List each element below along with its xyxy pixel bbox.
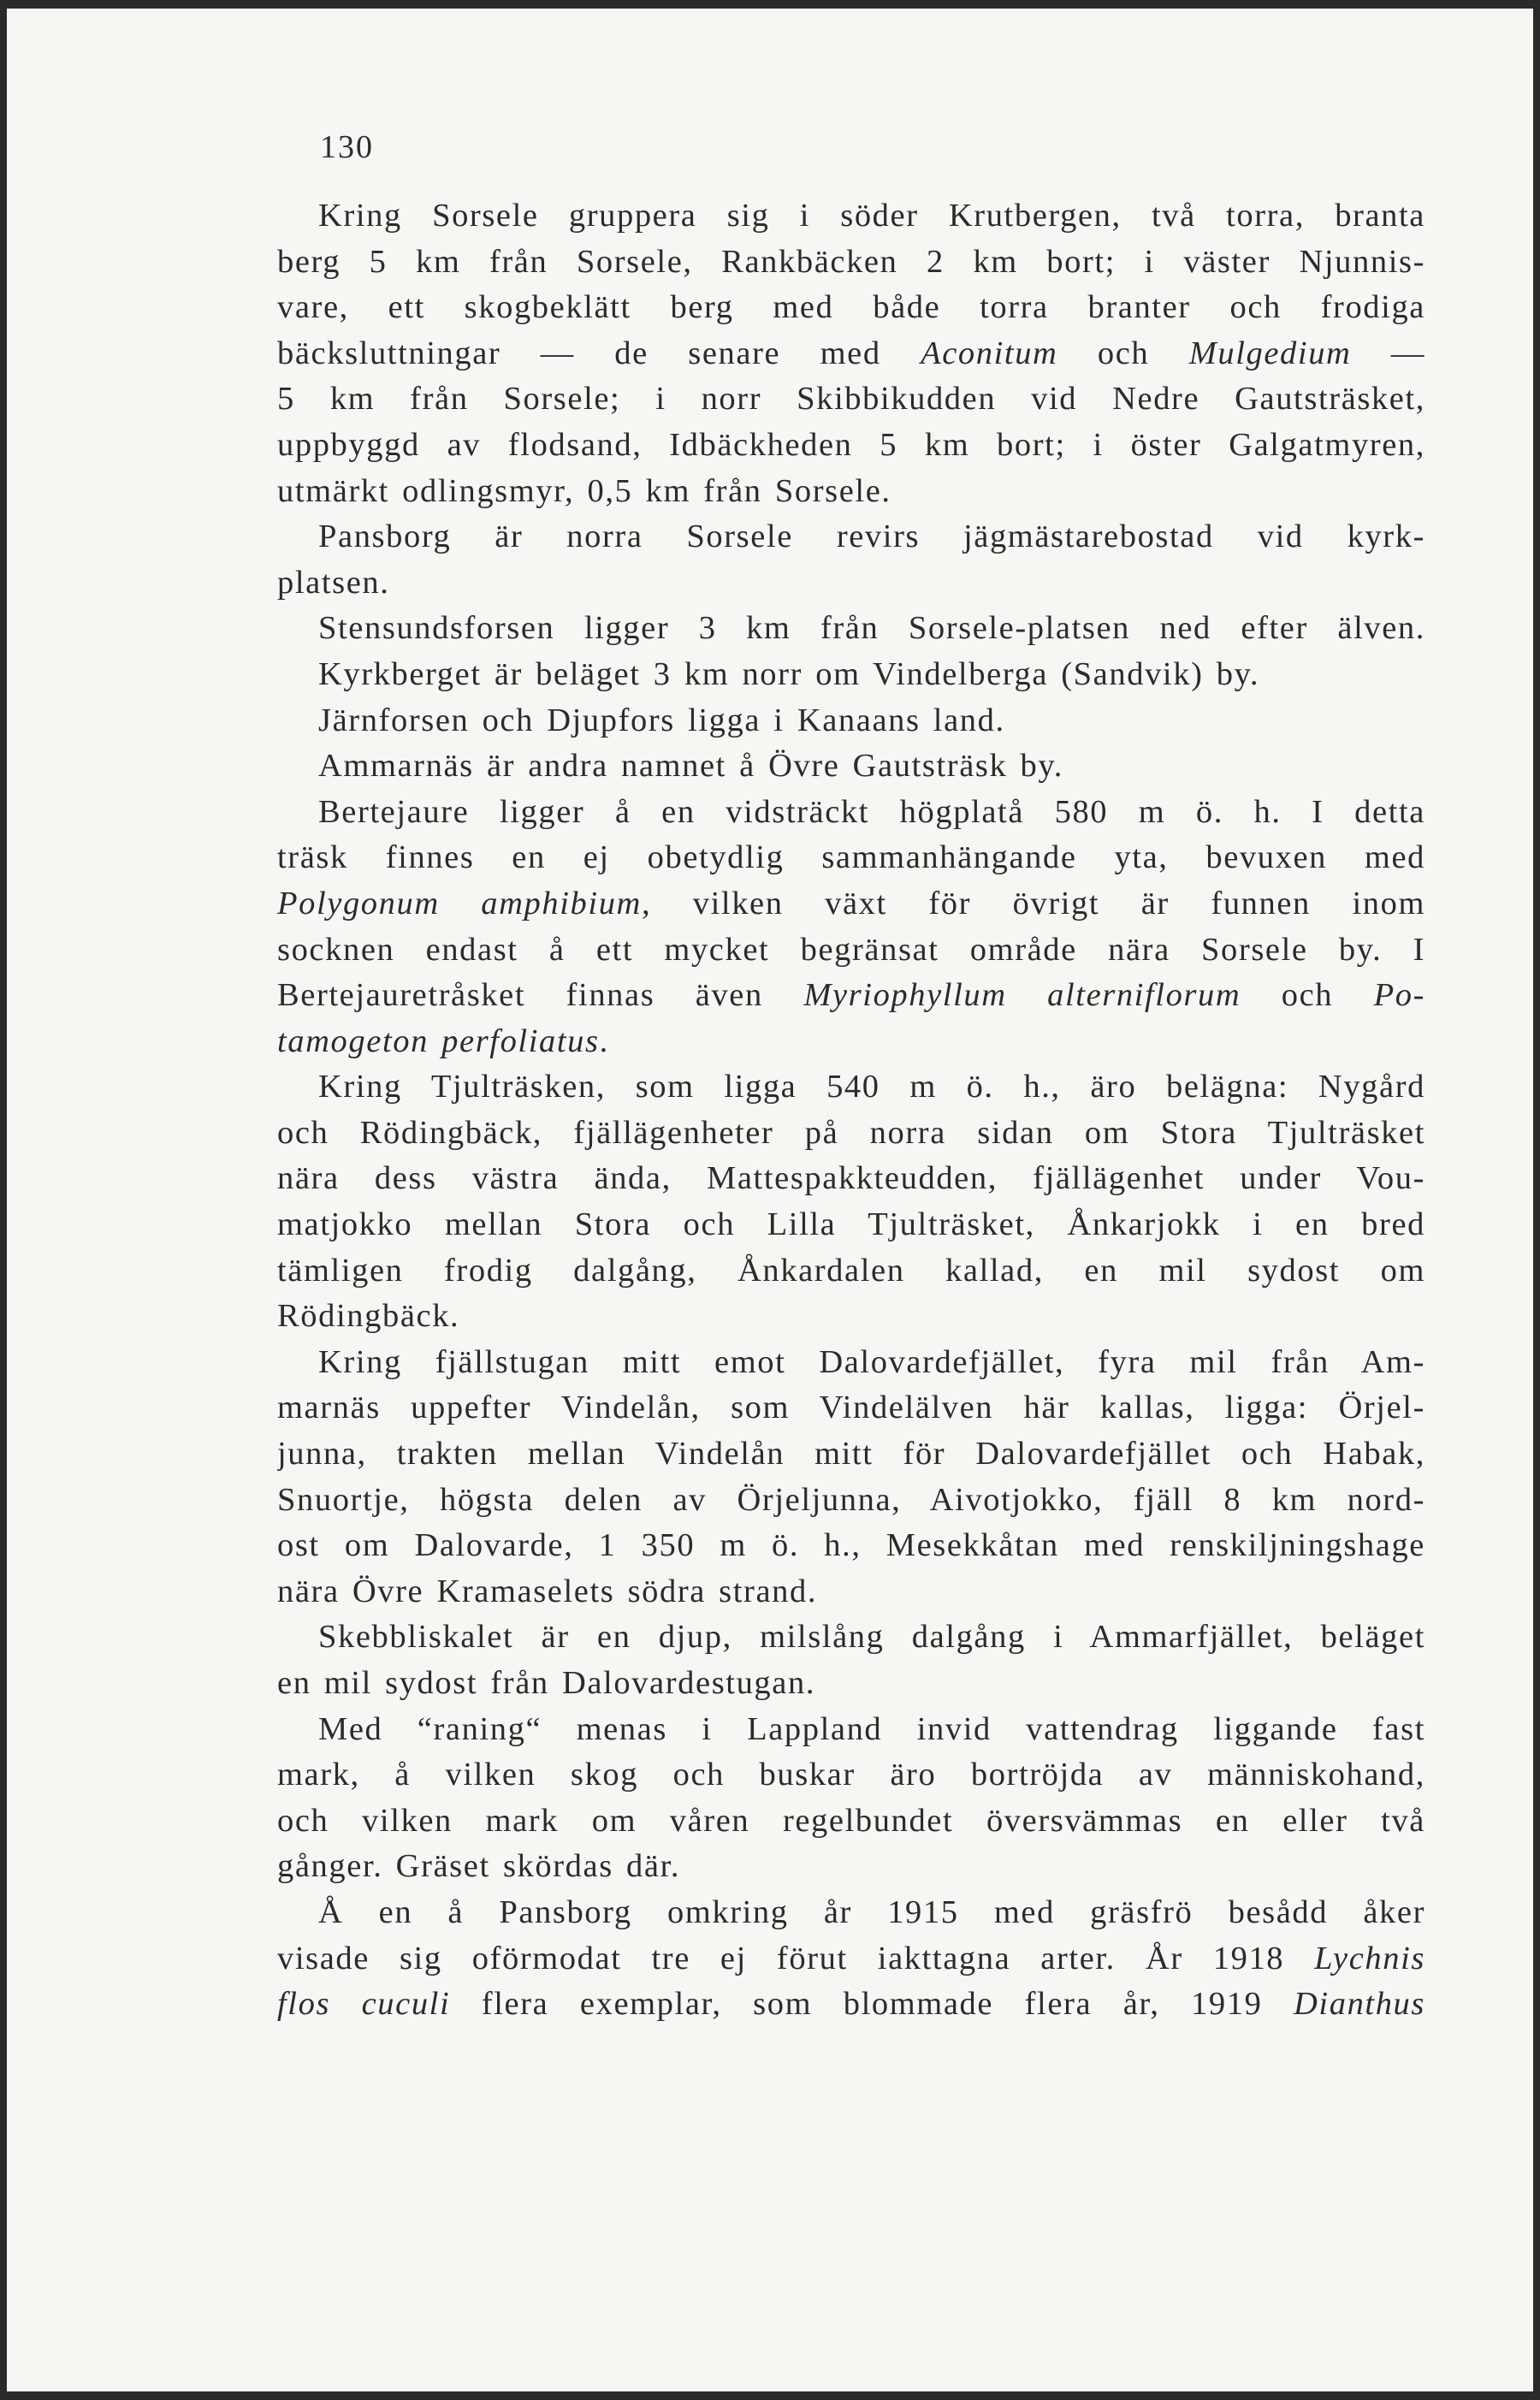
- italic-term: Mulgedium: [1188, 335, 1352, 371]
- book-page: [7, 9, 1533, 2391]
- text-run: flera exemplar, som blommade flera år, 1919: [450, 1986, 1294, 2023]
- text-line: [277, 881, 1425, 927]
- text-line: nära dess västra ända, Mattespakkteudden, fjällägenhet under Vou-: [277, 1160, 1425, 1197]
- text-run: och: [1241, 977, 1374, 1014]
- italic-term: tamogeton perfoliatus: [277, 1022, 600, 1059]
- text-line: vare, ett skogbeklätt berg med både torra branter och frodiga: [277, 289, 1425, 326]
- text-run: .: [599, 1022, 609, 1059]
- text-line: ost om Dalovarde, 1 350 m ö. h., Mesekkåtan med renskiljningshage: [277, 1527, 1425, 1564]
- text-line: Å en å Pansborg omkring år 1915 med gräsfrö besådd åker: [318, 1893, 1425, 1930]
- text-run: bäcksluttningar — de senare med: [277, 335, 921, 371]
- italic-term: Dianthus: [1294, 1986, 1425, 2023]
- text-line: [277, 973, 1425, 1019]
- text-line: Kring fjällstugan mitt emot Dalovardefjället, fyra mil från Am-: [318, 1343, 1425, 1380]
- text-line: platsen.: [277, 564, 390, 601]
- text-line: junna, trakten mellan Vindelån mitt för Dalovardefjället och Habak,: [277, 1436, 1425, 1473]
- text-run: och: [1057, 335, 1189, 371]
- text-line: Järnforsen och Djupfors ligga i Kanaans land.: [318, 702, 1005, 738]
- body-text: [277, 193, 1425, 2028]
- italic-term: Myriophyllum alterniflorum: [803, 977, 1241, 1014]
- text-line: Kyrkberget är beläget 3 km norr om Vindelberga (Sandvik) by.: [318, 655, 1260, 692]
- text-line: uppbyggd av flodsand, Idbäckheden 5 km bort; i öster Galgatmyren,: [277, 426, 1425, 463]
- italic-term: flos cuculi: [277, 1986, 451, 2023]
- text-line: utmärkt odlingsmyr, 0,5 km från Sorsele.: [277, 472, 891, 509]
- text-line: gånger. Gräset skördas där.: [277, 1848, 681, 1885]
- text-line: matjokko mellan Stora och Lilla Tjulträsket, Ånkarjokk i en bred: [277, 1206, 1425, 1243]
- text-line: mark, å vilken skog och buskar äro bortröjda av människohand,: [277, 1757, 1425, 1793]
- text-line: Med “raning“ menas i Lappland invid vattendrag liggande fast: [318, 1710, 1425, 1747]
- text-line: en mil sydost från Dalovardestugan.: [277, 1665, 816, 1701]
- text-run: Bertejauretråsket finnas även: [277, 977, 804, 1014]
- text-run: visade sig oförmodat tre ej förut iakttagna arter. År 1918: [277, 1940, 1315, 1976]
- text-line: Kring Sorsele gruppera sig i söder Krutbergen, två torra, branta: [318, 198, 1425, 234]
- text-line: träsk finnes en ej obetydlig sammanhängande yta, bevuxen med: [277, 839, 1425, 876]
- text-line: Ammarnäs är andra namnet å Övre Gautsträsk by.: [318, 748, 1063, 785]
- text-line: [277, 331, 1425, 377]
- text-line: Snuortje, högsta delen av Örjeljunna, Aivotjokko, fjäll 8 km nord-: [277, 1481, 1425, 1518]
- text-line: Kring Tjulträsken, som ligga 540 m ö. h., äro belägna: Nygård: [318, 1069, 1425, 1105]
- text-line: Stensundsforsen ligger 3 km från Sorsele-platsen ned efter älven.: [318, 610, 1425, 647]
- italic-term: Po-: [1373, 977, 1425, 1014]
- text-line: Skebbliskalet är en djup, milslång dalgång i Ammarfjället, beläget: [318, 1619, 1425, 1656]
- page-number: 130: [320, 129, 374, 165]
- text-line: [277, 1936, 1425, 1982]
- italic-term: Lychnis: [1314, 1940, 1425, 1976]
- italic-term: Polygonum amphibium: [277, 885, 642, 921]
- text-line: [277, 1019, 1425, 1065]
- text-run: , vilken växt för övrigt är funnen inom: [641, 885, 1425, 921]
- italic-term: Aconitum: [921, 335, 1058, 371]
- text-run: —: [1351, 335, 1425, 371]
- text-line: tämligen frodig dalgång, Ånkardalen kallad, en mil sydost om: [277, 1252, 1425, 1289]
- text-line: och vilken mark om våren regelbundet översvämmas en eller två: [277, 1802, 1425, 1839]
- text-line: marnäs uppefter Vindelån, som Vindelälven här kallas, ligga: Örjel-: [277, 1390, 1425, 1426]
- text-line: socknen endast å ett mycket begränsat område nära Sorsele by. I: [277, 931, 1425, 968]
- text-line: berg 5 km från Sorsele, Rankbäcken 2 km bort; i väster Njunnis-: [277, 243, 1425, 280]
- text-line: Rödingbäck.: [277, 1298, 460, 1335]
- text-line: och Rödingbäck, fjällägenheter på norra sidan om Stora Tjulträsket: [277, 1114, 1425, 1151]
- text-line: Pansborg är norra Sorsele revirs jägmästarebostad vid kyrk-: [318, 519, 1425, 555]
- text-line: 5 km från Sorsele; i norr Skibbikudden vid Nedre Gautsträsket,: [277, 381, 1425, 418]
- text-line: nära Övre Kramaselets södra strand.: [277, 1573, 818, 1609]
- text-line: [277, 1982, 1425, 2028]
- text-line: Bertejaure ligger å en vidsträckt högplatå 580 m ö. h. I detta: [318, 793, 1425, 830]
